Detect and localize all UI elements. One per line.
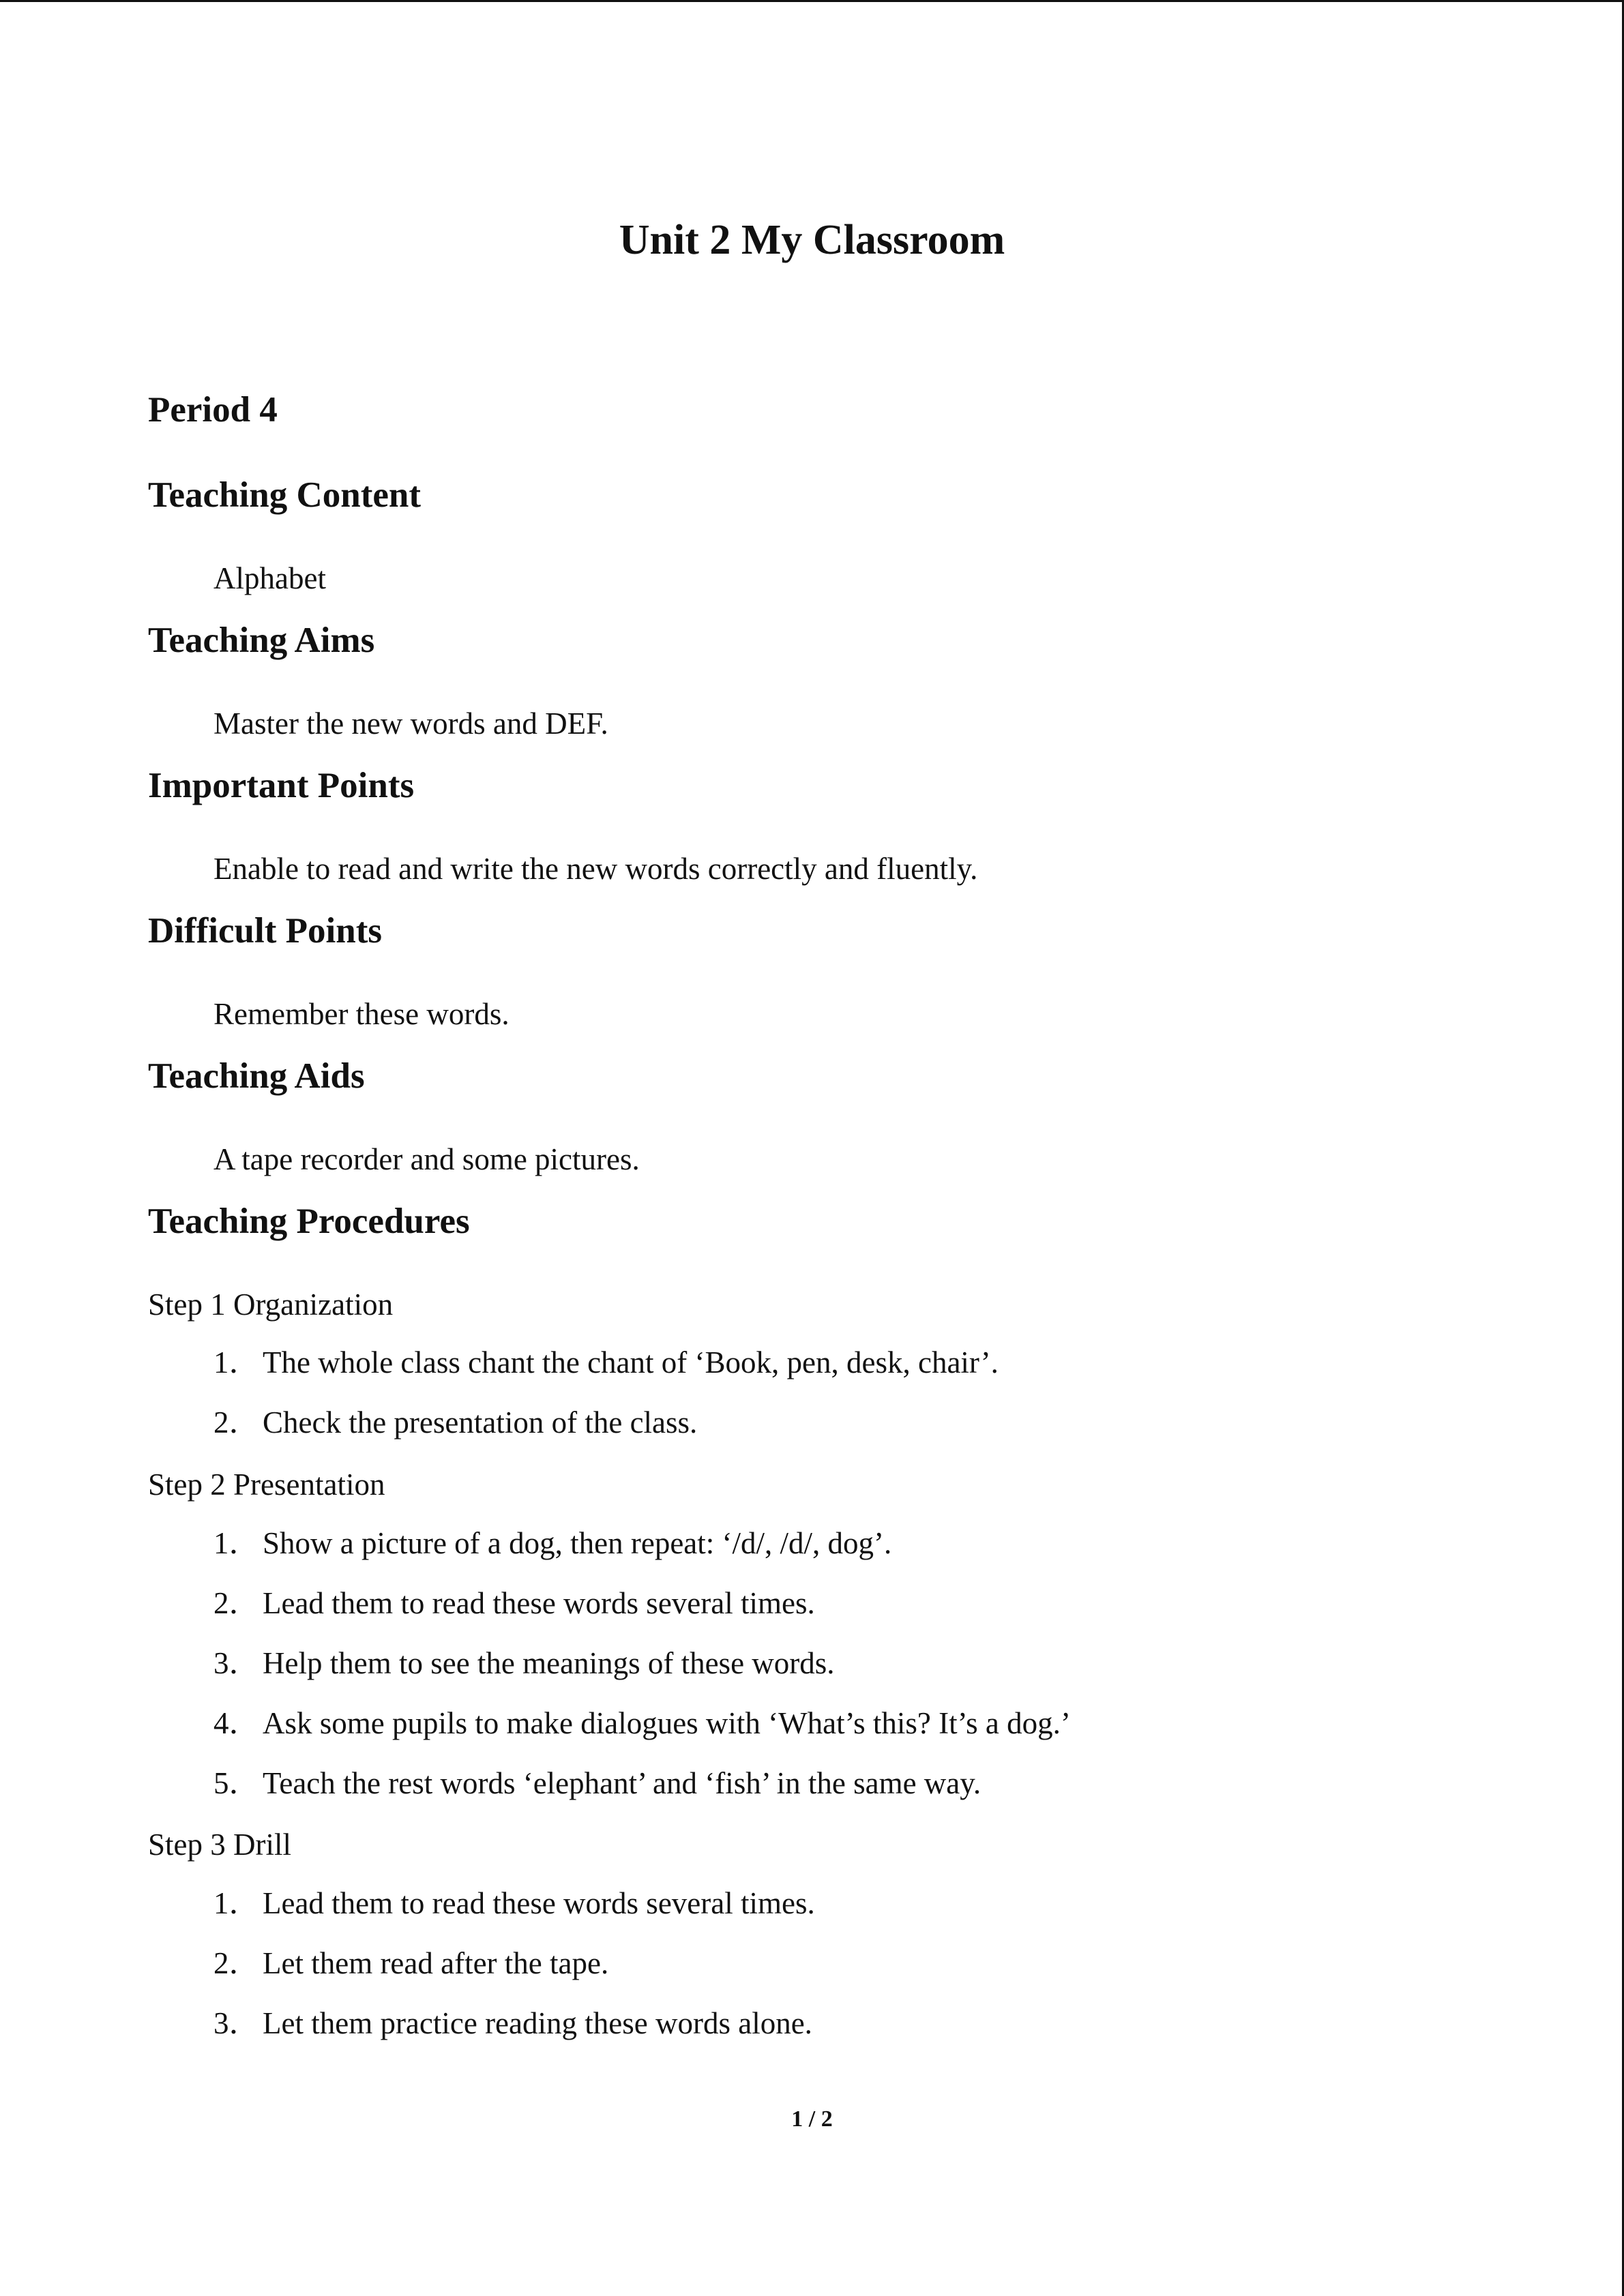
list-item-number: 2． bbox=[213, 1946, 260, 1980]
page-border-top bbox=[0, 0, 1624, 2]
list-item bbox=[213, 1523, 891, 1564]
list-item-text: Let them read after the tape. bbox=[263, 1946, 609, 1980]
text-difficult-points: Remember these words. bbox=[213, 997, 510, 1031]
list-item bbox=[213, 1703, 1071, 1744]
list-item-number: 3． bbox=[213, 2006, 260, 2040]
heading-teaching-procedures: Teaching Procedures bbox=[148, 1202, 470, 1241]
text-teaching-aims: Master the new words and DEF. bbox=[213, 706, 608, 741]
list-item bbox=[213, 1943, 608, 1984]
heading-important-points: Important Points bbox=[148, 766, 415, 805]
list-item-number: 3． bbox=[213, 1646, 260, 1680]
text-important-points: Enable to read and write the new words correctly and fluently. bbox=[213, 852, 978, 886]
text-teaching-aids: A tape recorder and some pictures. bbox=[213, 1142, 640, 1176]
list-item-text: The whole class chant the chant of ‘Book, pen, desk, chair’. bbox=[263, 1345, 999, 1380]
list-item-number: 1． bbox=[213, 1886, 260, 1920]
list-item-text: Lead them to read these words several times. bbox=[263, 1586, 815, 1620]
step-title: Step 3 Drill bbox=[148, 1828, 291, 1862]
list-item bbox=[213, 1402, 697, 1443]
list-item bbox=[213, 1643, 835, 1684]
heading-teaching-aids: Teaching Aids bbox=[148, 1056, 365, 1096]
heading-teaching-content: Teaching Content bbox=[148, 475, 422, 515]
list-item-text: Ask some pupils to make dialogues with ‘What’s this? It’s a dog.’ bbox=[263, 1706, 1071, 1740]
list-item-number: 2． bbox=[213, 1586, 260, 1620]
list-item-number: 4． bbox=[213, 1706, 260, 1740]
list-item-text: Check the presentation of the class. bbox=[263, 1405, 698, 1440]
list-item-number: 5． bbox=[213, 1766, 260, 1800]
text-teaching-content: Alphabet bbox=[213, 561, 326, 595]
list-item-text: Lead them to read these words several times. bbox=[263, 1886, 815, 1920]
heading-teaching-aims: Teaching Aims bbox=[148, 621, 375, 660]
period-heading: Period 4 bbox=[148, 390, 278, 430]
list-item bbox=[213, 1342, 999, 1383]
document-title: Unit 2 My Classroom bbox=[619, 217, 1005, 263]
list-item-text: Help them to see the meanings of these words. bbox=[263, 1646, 835, 1680]
list-item bbox=[213, 1883, 815, 1924]
list-item-number: 1． bbox=[213, 1345, 260, 1380]
heading-difficult-points: Difficult Points bbox=[148, 911, 382, 951]
list-item-number: 1． bbox=[213, 1526, 260, 1560]
list-item bbox=[213, 1583, 815, 1624]
page-number: 1 / 2 bbox=[791, 2106, 833, 2132]
list-item-text: Let them practice reading these words alone. bbox=[263, 2006, 812, 2040]
step-title: Step 1 Organization bbox=[148, 1287, 394, 1322]
list-item-text: Teach the rest words ‘elephant’ and ‘fish’ in the same way. bbox=[263, 1766, 981, 1800]
step-title: Step 2 Presentation bbox=[148, 1467, 385, 1502]
list-item bbox=[213, 2003, 812, 2044]
list-item-text: Show a picture of a dog, then repeat: ‘/d/, /d/, dog’. bbox=[263, 1526, 892, 1560]
list-item-number: 2． bbox=[213, 1405, 260, 1440]
list-item bbox=[213, 1763, 981, 1804]
